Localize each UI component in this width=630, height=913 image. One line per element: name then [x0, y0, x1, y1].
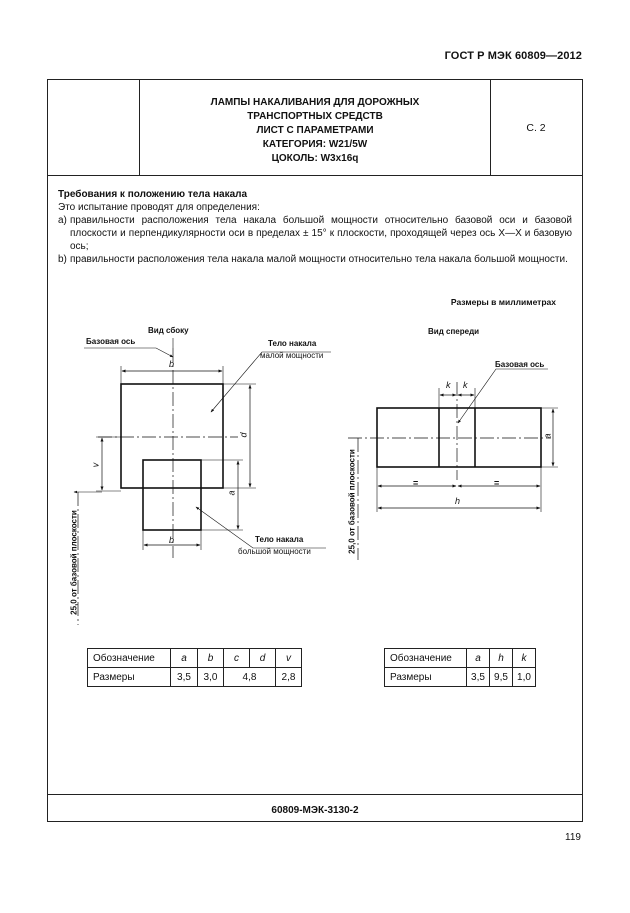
sheet-footer — [48, 794, 582, 822]
dim-k2-label: k — [463, 380, 468, 390]
title-line: КАТЕГОРИЯ: W21/5W — [262, 139, 368, 150]
page-number: 119 — [565, 832, 581, 843]
table-row-label: Размеры — [88, 668, 171, 687]
table-cell: 1,0 — [513, 668, 536, 687]
dim-v-label: v — [90, 462, 101, 468]
front-base-axis-label: Базовая ось — [495, 360, 545, 369]
table-header-cell: Обозначение — [385, 649, 467, 668]
table-header-cell: d — [250, 649, 276, 668]
large-filament-body — [143, 460, 201, 530]
dim-k1-label: k — [446, 380, 451, 390]
table-header-cell: a — [467, 649, 490, 668]
front-outline — [377, 408, 541, 467]
small-filament-body — [121, 384, 223, 488]
dim-a-front-label: a — [542, 433, 553, 439]
table-row-label: Размеры — [385, 668, 467, 687]
table-cell: 4,8 — [224, 668, 276, 687]
table-cell: 9,5 — [490, 668, 513, 687]
title-line: ЛАМПЫ НАКАЛИВАНИЯ ДЛЯ ДОРОЖНЫХ — [210, 97, 420, 108]
table-cell: 3,0 — [198, 668, 224, 687]
list-item-text: правильности расположения тела накала большой мощности относительно базовой оси и базовой плоскости и перпендикулярности оси в пределах ± 15° к плоскости, проходящей через ось X—X и базовую ось; — [70, 215, 572, 252]
sheet-frame — [47, 79, 583, 822]
document-standard-id: ГОСТ Р МЭК 60809—2012 — [444, 50, 582, 62]
list-marker: a) — [58, 215, 67, 226]
dim-b-bottom-label: b — [169, 535, 175, 545]
small-filament-label-2: малой мощности — [260, 351, 324, 360]
title-line: ЦОКОЛЬ: W3x16q — [271, 153, 359, 164]
base-axis-label: Базовая ось — [86, 337, 136, 346]
front-view-label: Вид спереди — [428, 327, 480, 336]
front-view-drawing — [348, 369, 558, 560]
sheet-page-ref: С. 2 — [526, 122, 546, 134]
base-axis-leader — [84, 348, 173, 357]
table-header-cell: c — [224, 649, 250, 668]
table-header-cell: h — [490, 649, 513, 668]
large-filament-label-2: большой мощности — [238, 547, 311, 556]
sheet-code: 60809-МЭК-3130-2 — [271, 805, 359, 816]
title-line: ЛИСТ С ПАРАМЕТРАМИ — [256, 125, 374, 136]
table-header-cell: v — [276, 649, 302, 668]
table-cell: 3,5 — [171, 668, 198, 687]
units-note: Размеры в миллиметрах — [450, 297, 556, 307]
dim-a-label: a — [226, 490, 237, 496]
table-header-cell: b — [198, 649, 224, 668]
dim-d-label: d — [238, 432, 249, 438]
list-item-text: правильности расположения тела накала малой мощности относительно тела накала большой мощности. — [70, 254, 568, 265]
dim-eq1-label: = — [413, 478, 419, 488]
side-view-label: Вид сбоку — [148, 326, 189, 335]
table-row — [385, 668, 536, 687]
dimensions-table-front — [384, 648, 536, 687]
dim-eq2-label: = — [494, 478, 500, 488]
table-header-cell: k — [513, 649, 536, 668]
front-base-plane-label: 25,0 от базовой плоскости — [347, 449, 357, 554]
dim-h-label: h — [455, 496, 461, 506]
dim-b-top-label: b — [169, 359, 175, 369]
table-header-cell: a — [171, 649, 198, 668]
table-cell: 3,5 — [467, 668, 490, 687]
section-heading: Требования к положению тела накала — [58, 189, 248, 200]
table-row — [385, 649, 536, 668]
small-filament-leader — [211, 352, 331, 412]
technical-drawing — [48, 80, 582, 821]
title-line: ТРАНСПОРТНЫХ СРЕДСТВ — [247, 111, 383, 122]
front-base-axis-leader — [458, 369, 548, 423]
table-cell: 2,8 — [276, 668, 302, 687]
side-view-drawing — [74, 338, 331, 625]
small-filament-label: Тело накала — [268, 339, 317, 348]
base-plane-label: 25,0 от базовой плоскости — [69, 510, 79, 615]
table-header-cell: Обозначение — [88, 649, 171, 668]
large-filament-label: Тело накала — [255, 535, 304, 544]
list-marker: b) — [58, 254, 67, 265]
intro-text: Это испытание проводят для определения: — [58, 202, 260, 213]
table-row — [88, 649, 302, 668]
table-row — [88, 668, 302, 687]
dimensions-table-side — [87, 648, 302, 687]
